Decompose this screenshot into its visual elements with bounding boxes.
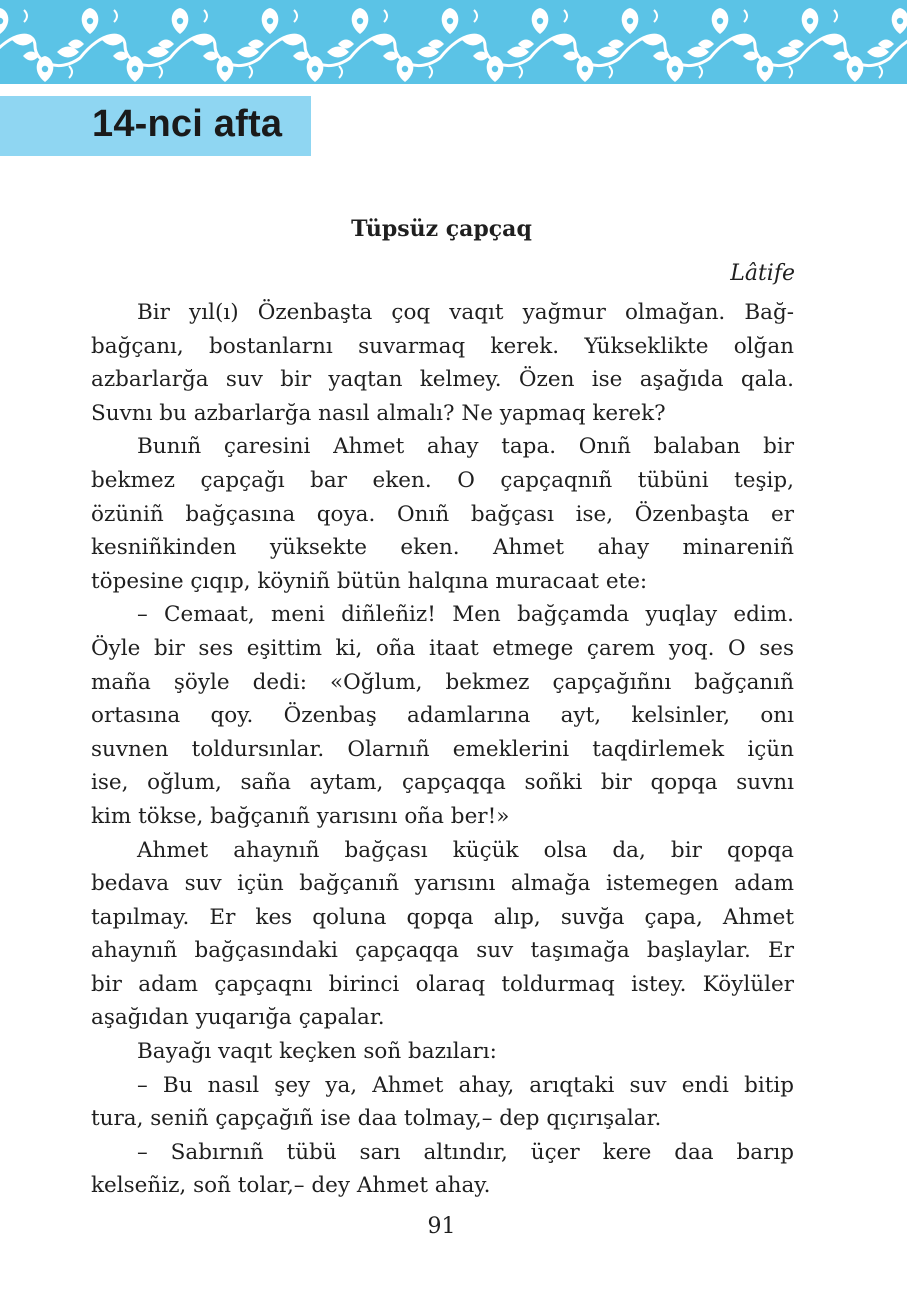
page-number: 91	[427, 1214, 456, 1239]
story-line: tapılmay. Er kes qoluna qopqa alıp, suvğa çapa, Ahmet	[91, 904, 794, 930]
story-title: Tüpsüz çapçaq	[351, 216, 532, 242]
story-line: maña şöyle dedi: «Oğlum, bekmez çapçağıñnı bağçanıñ	[91, 669, 794, 695]
story-line: Ahmet ahaynıñ bağçası küçük olsa da, bir qopqa	[137, 837, 794, 863]
story-line: ortasına qoy. Özenbaş adamlarına ayt, kelsinler, onı	[91, 703, 794, 729]
story-line: tura, seniñ çapçağıñ ise daa tolmay,– dep qıçırışalar.	[91, 1106, 662, 1132]
story-line: kelseñiz, soñ tolar,– dey Ahmet ahay.	[91, 1173, 491, 1199]
story-line: ahaynıñ bağçasındaki çapçaqqa suv taşımağa başlaylar. Er	[91, 938, 794, 964]
story-line: – Sabırnıñ tübü sarı altındır, üçer kere daa barıp	[137, 1139, 794, 1165]
story-line: Öyle bir ses eşittim ki, oña itaat etmege çarem yoq. O ses	[91, 635, 794, 661]
story-line: suvnen toldursınlar. Olarnıñ emeklerini taqdirlemek içün	[91, 736, 794, 762]
story-author: Lâtife	[730, 261, 795, 286]
story-line: töpesine çıqıp, köyniñ bütün halqına muracaat ete:	[91, 568, 648, 594]
story-line: özüniñ bağçasına qoya. Onıñ bağçası ise, Özenbaşta er	[91, 501, 794, 527]
story-line: bağçanı, bostanlarnı suvarmaq kerek. Yükseklikte olğan	[91, 333, 794, 359]
story-line: ise, oğlum, saña aytam, çapçaqqa soñki bir qopqa suvnı	[91, 770, 794, 796]
story-line: Bayağı vaqıt keçken soñ bazıları:	[137, 1039, 497, 1065]
story-line: bir adam çapçaqnı birinci olaraq toldurmaq istey. Köylüler	[91, 971, 794, 997]
floral-ornament-banner	[0, 0, 907, 84]
week-title: 14-nci afta	[92, 103, 283, 145]
story-line: kim tökse, bağçanıñ yarısını oña ber!»	[91, 803, 510, 829]
story-line: Bunıñ çaresini Ahmet ahay tapa. Onıñ balaban bir	[137, 434, 794, 460]
story-line: Suvnı bu azbarlarğa nasıl almalı? Ne yapmaq kerek?	[91, 400, 666, 426]
floral-ornament-icon	[0, 0, 907, 84]
story-line: kesniñkinden yüksekte eken. Ahmet ahay minareniñ	[91, 535, 794, 561]
story-line: – Cemaat, meni diñleñiz! Men bağçamda yuqlay edim.	[137, 602, 794, 628]
story-line: bedava suv içün bağçanıñ yarısını almağa istemegen adam	[91, 871, 794, 897]
story-line: azbarlarğa suv bir yaqtan kelmey. Özen ise aşağıda qala.	[91, 367, 794, 393]
story-line: Bir yıl(ı) Özenbaşta çoq vaqıt yağmur olmağan. Bağ-	[137, 300, 794, 325]
story-body	[91, 296, 794, 1203]
story-line: aşağıdan yuqarığa çapalar.	[91, 1005, 385, 1031]
story-line: – Bu nasıl şey ya, Ahmet ahay, arıqtaki suv endi bitip	[137, 1072, 794, 1098]
story-line: bekmez çapçağı bar eken. O çapçaqnıñ tübüni teşip,	[91, 467, 794, 493]
